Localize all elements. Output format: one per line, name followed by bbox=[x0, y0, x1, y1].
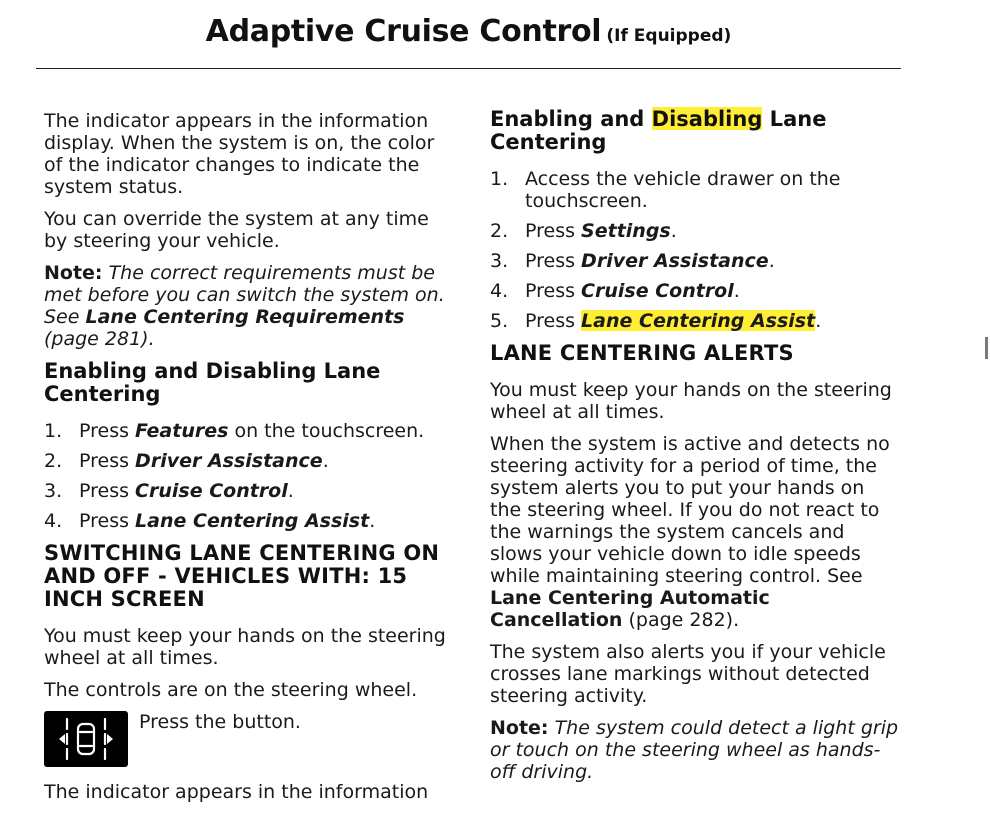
list-item: 3. Press Driver Assistance. bbox=[490, 250, 775, 272]
scrollbar-thumb[interactable] bbox=[985, 337, 988, 359]
icon-row bbox=[44, 711, 454, 767]
note-label: Note: bbox=[44, 262, 103, 284]
list-item: 2. Press Settings. bbox=[490, 220, 677, 242]
section-heading-enable-disable: Enabling and Disabling Lane Centering bbox=[44, 359, 381, 406]
section-heading-enable-disable-right: Enabling and Disabling Lane Centering bbox=[490, 107, 827, 154]
note-page: (page 281). bbox=[44, 328, 155, 350]
controls-paragraph: The controls are on the steering wheel. bbox=[44, 679, 418, 701]
alerts-paragraph: When the system is active and detects no steering activity for a period of time, the system alerts you to put your hands on the steering wheel. If you do not react to the warnings the system cancels and slows your vehicle down to idle speeds while maintaining steering control. See Lane Centering Automatic Cancellation (page 282). bbox=[490, 433, 890, 631]
cancellation-link[interactable]: Lane Centering Automatic Cancellation bbox=[490, 587, 770, 631]
grip-note bbox=[490, 717, 900, 783]
list-item: 1. Press Features on the touchscreen. bbox=[44, 420, 425, 442]
section-heading-alerts: LANE CENTERING ALERTS bbox=[490, 341, 794, 365]
list-item: 4. Press Lane Centering Assist. bbox=[44, 510, 376, 532]
highlighted-step: Lane Centering Assist bbox=[581, 310, 816, 332]
title-suffix: (If Equipped) bbox=[606, 26, 732, 46]
hands-on-paragraph: You must keep your hands on the steering wheel at all times. bbox=[44, 625, 446, 669]
left-steps-list bbox=[44, 420, 454, 532]
highlighted-word: Disabling bbox=[651, 107, 763, 131]
indicator-paragraph-2: The indicator appears in the information bbox=[44, 781, 429, 803]
lane-centering-icon bbox=[44, 711, 128, 767]
note-text: The correct requirements must be met before you can switch the system on. See bbox=[44, 262, 445, 328]
list-item: 1. Access the vehicle drawer on the touchscreen. bbox=[490, 168, 841, 212]
icon-caption: Press the button. bbox=[139, 711, 301, 733]
note-text: The system could detect a light grip or touch on the steering wheel as hands-off driving. bbox=[490, 717, 899, 783]
lane-markings-paragraph: The system also alerts you if your vehicle crosses lane markings without detected steering activity. bbox=[490, 641, 886, 707]
page-header bbox=[36, 14, 901, 49]
list-item: 3. Press Cruise Control. bbox=[44, 480, 294, 502]
header-divider bbox=[36, 68, 901, 69]
override-paragraph: You can override the system at any time by steering your vehicle. bbox=[44, 208, 429, 252]
requirements-note bbox=[44, 262, 454, 350]
right-steps-list bbox=[490, 168, 900, 332]
note-label: Note: bbox=[490, 717, 549, 739]
list-item: 4. Press Cruise Control. bbox=[490, 280, 740, 302]
left-column bbox=[44, 110, 454, 813]
indicator-paragraph: The indicator appears in the information display. When the system is on, the color of the indicator changes to indicate the system status. bbox=[44, 110, 435, 198]
section-heading-switching: SWITCHING LANE CENTERING ON AND OFF - VEHICLES WITH: 15 INCH SCREEN bbox=[44, 541, 440, 611]
requirements-link[interactable]: Lane Centering Requirements bbox=[85, 306, 405, 328]
hands-on-paragraph-right: You must keep your hands on the steering wheel at all times. bbox=[490, 379, 892, 423]
page-title: Adaptive Cruise Control bbox=[205, 14, 602, 49]
list-item: 2. Press Driver Assistance. bbox=[44, 450, 329, 472]
right-column bbox=[490, 108, 900, 793]
list-item: 5. Press Lane Centering Assist. bbox=[490, 310, 822, 332]
